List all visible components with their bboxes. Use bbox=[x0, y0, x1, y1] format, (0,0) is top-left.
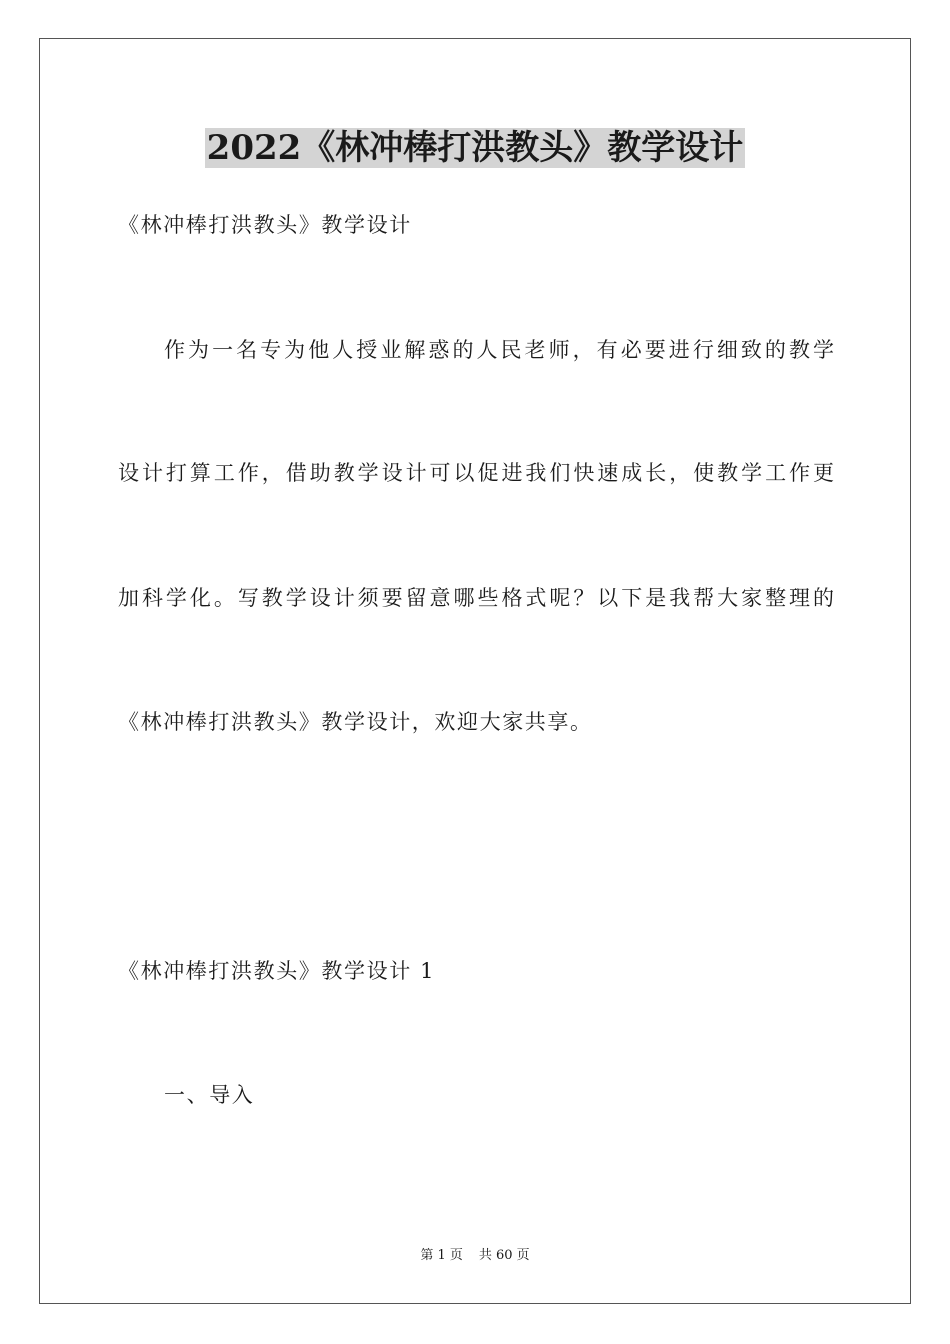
document-title bbox=[0, 125, 950, 171]
intro-line-1: 作为一名专为他人授业解惑的人民老师，有必要进行细致的教学 bbox=[164, 338, 834, 362]
document-title-text: 2022《林冲棒打洪教头》教学设计 bbox=[206, 128, 744, 168]
section-heading: 《林冲棒打洪教头》教学设计 1 bbox=[118, 959, 436, 983]
intro-line-4: 《林冲棒打洪教头》教学设计，欢迎大家共享。 bbox=[118, 710, 593, 734]
document-subtitle: 《林冲棒打洪教头》教学设计 bbox=[118, 213, 412, 237]
part-heading: 一、导入 bbox=[164, 1083, 255, 1107]
intro-line-2: 设计打算工作，借助教学设计可以促进我们快速成长，使教学工作更 bbox=[118, 461, 834, 485]
intro-line-3: 加科学化。写教学设计须要留意哪些格式呢？以下是我帮大家整理的 bbox=[118, 586, 834, 610]
page-footer bbox=[0, 1246, 950, 1266]
page-number: 第 1 页 bbox=[420, 1248, 463, 1263]
page-total: 共 60 页 bbox=[478, 1248, 530, 1263]
